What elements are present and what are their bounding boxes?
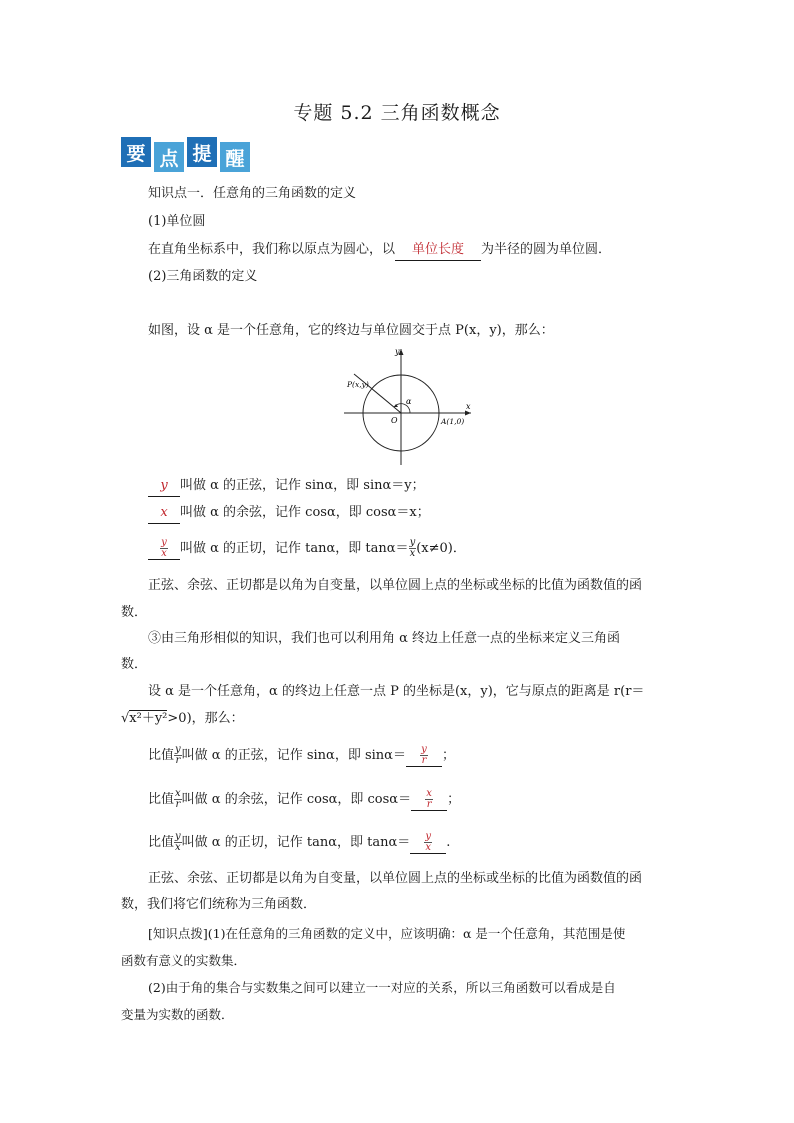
answer-blank: 单位长度 bbox=[395, 240, 481, 261]
paragraph-line: 数． bbox=[121, 605, 148, 620]
unit-circle-definition bbox=[148, 240, 611, 261]
unit-circle-figure bbox=[338, 343, 478, 468]
x-axis-arrow bbox=[465, 411, 471, 416]
label-A: A(1,0) bbox=[441, 417, 465, 426]
badge-char: 要 bbox=[121, 137, 151, 167]
paragraph-line: 数． bbox=[121, 657, 148, 672]
fraction: $\frac{x}{r}$ bbox=[175, 788, 181, 810]
answer-blank bbox=[411, 789, 447, 811]
text: 比值 bbox=[148, 792, 175, 807]
tangent-definition bbox=[148, 538, 466, 560]
tip-line: 函数有意义的实数集． bbox=[121, 953, 247, 968]
tip-line: (2)由于角的集合与实数集之间可以建立一一对应的关系，所以三角函数可以看成是自 bbox=[148, 980, 616, 995]
answer-blank bbox=[410, 832, 446, 854]
label-y: y bbox=[395, 347, 400, 356]
text: 叫做 α 的余弦，记作 cosα，即 cosα＝x； bbox=[180, 505, 430, 520]
subheading-unit-circle: (1)单位圆 bbox=[148, 214, 206, 229]
ratio-tangent bbox=[148, 832, 450, 854]
page-title: 专题 5.2 三角函数概念 bbox=[293, 102, 501, 124]
paragraph-line: ③由三角形相似的知识，我们也可以利用角 α 终边上任意一点的坐标来定义三角函 bbox=[148, 631, 621, 646]
text: 比值 bbox=[148, 748, 175, 763]
fraction: $\frac{y}{x}$ bbox=[409, 537, 416, 559]
paragraph-line: 数，我们将它们统称为三角函数． bbox=[121, 897, 317, 912]
paragraph-line: 正弦、余弦、正切都是以角为自变量，以单位圆上点的坐标或坐标的比值为函数值的函 bbox=[148, 871, 643, 886]
terminal-side bbox=[365, 383, 401, 413]
fraction: $\frac{x}{r}$ bbox=[426, 788, 432, 810]
figure-intro: 如图，设 α 是一个任意角，它的终边与单位圆交于点 P(x，y)，那么： bbox=[148, 323, 554, 338]
fraction: $\frac{y}{r}$ bbox=[175, 744, 181, 766]
paragraph-line bbox=[121, 709, 244, 729]
sine-definition bbox=[148, 476, 425, 497]
badge-char: 点 bbox=[154, 142, 184, 172]
tip-line: [知识点拨](1)在任意角的三角函数的定义中，应该明确：α 是一个任意角，其范围是使 bbox=[148, 926, 626, 941]
text: 叫做 α 的正切，记作 tanα，即 tanα＝ bbox=[180, 541, 409, 556]
fraction: $\frac{y}{x}$ bbox=[425, 831, 432, 853]
sqrt-sign: √ bbox=[121, 711, 130, 726]
text: 在直角坐标系中，我们称以原点为圆心，以 bbox=[148, 242, 396, 257]
label-alpha: α bbox=[406, 397, 412, 406]
ratio-cosine bbox=[148, 789, 460, 811]
text: 叫做 α 的正弦，记作 sinα，即 sinα＝ bbox=[181, 748, 406, 763]
text: 为半径的圆为单位圆． bbox=[481, 242, 612, 257]
cosine-definition bbox=[148, 503, 430, 524]
sqrt-radicand: x²＋y² bbox=[129, 711, 168, 726]
fraction: $\frac{y}{x}$ bbox=[175, 831, 181, 853]
text: (x≠0)． bbox=[416, 541, 466, 556]
text: ； bbox=[441, 748, 455, 763]
text: . bbox=[446, 835, 451, 850]
answer-blank: y bbox=[148, 476, 180, 497]
paragraph-line: 正弦、余弦、正切都是以角为自变量，以单位圆上点的坐标或坐标的比值为函数值的函 bbox=[148, 578, 643, 593]
label-P: P(x,y) bbox=[347, 380, 369, 389]
answer-blank bbox=[148, 538, 180, 560]
text: >0)，那么： bbox=[167, 711, 244, 726]
paragraph-line: 设 α 是一个任意角，α 的终边上任意一点 P 的坐标是(x，y)，它与原点的距离是 r(r＝ bbox=[148, 684, 645, 699]
answer-blank bbox=[406, 745, 442, 767]
badge-char: 醒 bbox=[220, 142, 250, 172]
fraction: $\frac{y}{r}$ bbox=[421, 744, 427, 766]
text: 叫做 α 的余弦，记作 cosα，即 cosα＝ bbox=[181, 792, 412, 807]
answer-blank: x bbox=[148, 503, 180, 524]
badge-char: 提 bbox=[187, 137, 217, 167]
text: 叫做 α 的正切，记作 tanα，即 tanα＝ bbox=[181, 835, 411, 850]
text: 比值 bbox=[148, 835, 175, 850]
ratio-sine bbox=[148, 745, 455, 767]
label-x: x bbox=[466, 402, 471, 411]
tip-line: 变量为实数的函数． bbox=[121, 1007, 234, 1022]
section-badge bbox=[121, 137, 250, 172]
label-O: O bbox=[391, 416, 398, 425]
subheading-trig-definition: (2)三角函数的定义 bbox=[148, 269, 258, 284]
section-heading: 知识点一．任意角的三角函数的定义 bbox=[148, 186, 357, 201]
text: 叫做 α 的正弦，记作 sinα，即 sinα＝y； bbox=[180, 478, 425, 493]
fraction: $\frac{y}{x}$ bbox=[161, 537, 167, 559]
text: ； bbox=[447, 792, 461, 807]
